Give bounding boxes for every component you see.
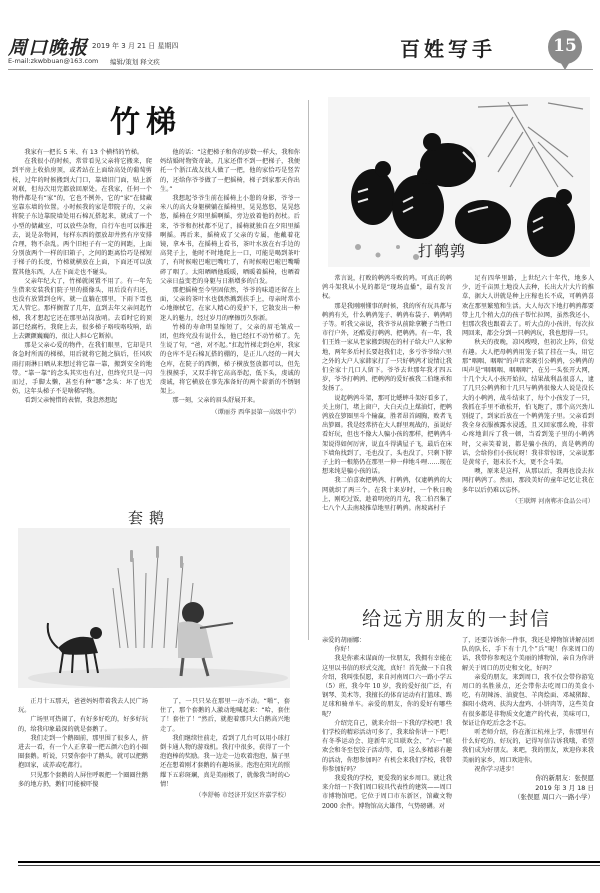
author-byline: （李舒畅 市经济开发区许嘉学校） [195, 792, 290, 800]
girl-with-cat-illustration [18, 528, 290, 688]
author-byline: （谭丽芬 西华县第一高级中学） [211, 408, 300, 416]
paragraph: 我是你素未谋面的一位朋友，我拥有幸能在这里以书信的形式交流，真好！首先做一下自我介绍，我叫张俣愿，来自河南周口六一路小学五（5）班，我今年 10 岁，我的爱好很广泛，有钢琴、美术等，我擅长的体育运动有打篮球、踢足球和骑单车。亲爱的朋友，你的爱好有哪些呢？ [322, 655, 452, 718]
paragraph: 我二伯喜欢把鹌鹑、打鹌鹑，仅逮鹌鹑的大网就织了两三个。在我十来岁时，一个秋日晚上，刚吃过饭，趁着明亮的月光，我二伯召集了七八个人去南坡推草地里打鹌鹑。南坡离村子 [322, 477, 452, 513]
paragraph: 父亲年纪大了，竹梯就闲置不用了。有一年先生借来安装我们院子里的摄像头，用后没有归还，也没有放置到仓库，就一直躺在那里，下雨下雪也无人管它。那样搁置了几年，直到去年父亲问起竹梯，我才想起它还在那里站岗放哨。去看时它的顶部已经腐朽，我爬上去，很多梯子咯吱咯吱响，站上去颤颤巍巍的，很让人担心它断掉。 [12, 277, 152, 341]
paragraph: 那一刻，父亲的眉头舒展开来。 [172, 397, 260, 405]
author-byline: （王联辉 河南郸亦食品公司） [511, 497, 594, 505]
header-divider [8, 69, 593, 70]
paragraph: 我们走到一个鹅圈前，那里围了很多人，挤进去一看，有一个人正拿着一把五颜六色的小圈圈套鹅。听说，只要你套中了鹅头，就可以把鹅抱回家，或养或吃都行。 [18, 734, 148, 770]
paragraph: 我们继续往前走，看到了几台可以用小球打倒卡通人物的游戏机。我打中很多，获得了一个泡泡棒的奖励。我一边走一边吹着泡泡，脑子里还在想着刚才套鹅的有趣场景。泡泡在阳光的照耀下五彩斑斓，真是美丽极了，就像我当时的心情！ [160, 734, 290, 788]
article-title-bamboo-ladder: 竹梯 [110, 105, 182, 140]
article-quail-col2 [462, 274, 594, 506]
illustration-caption: 打鹌鹑 [418, 242, 467, 260]
paragraph: 说起鹌鹑斗架，那可比蟋蟀斗架好看多了，关上房门，堵上窗户，大白天点上煤油灯，把鹌鹑放在箩圈里斗个输赢，胜者昂首阔胸，败者飞出箩圈。我是经常挤在大人群里观战的，虽说好看好玩，但也不像大人骗小孩的那样，把鹌鹑斗架说得如何厉害，说直斗得满屋子飞，最后在床下墙角找到了，毛也没了，头也没了，只剩下脖子上的一根筋仍在那里一伸一伸地斗哩……现在想来纯是骗小孩的话。 [322, 394, 452, 476]
paragraph: 只见那个套鹅的人屏住呼吸把一个圈圈往鹅多的地方扔，鹅们可能被吓傻 [18, 771, 148, 788]
article-title-goose-ring: 套鹅 [128, 509, 171, 527]
article-goose-ring-col2 [160, 697, 290, 800]
paragraph: 那把摇椅至今坚固依然，爷爷的味道还留在上面，父亲的茶叶水也偶然溅到扶手上，母亲时常小心地擦拭它，在家人精心的爱护下，它散发出一种迷人的魅力，经过岁月的摩擦历久弥新。 [160, 287, 300, 322]
paragraph: 我家有一把长 5 米、有 13 个横档的竹梯。 [24, 149, 144, 156]
article-goose-ring-col1 [18, 697, 148, 789]
paragraph: 在我很小的时候，常常看见父亲将它搬来，爬到平房上收拾房顶，或者站在上面给高处的葡萄剪枝，过年的时候搬到大门口，靠墙旧门面，贴上新对联，但每次用完都放回原处。在我家，任何一个物件都是有“家”的，它也不例外，它的“家”在储藏室靠东墙的位置。小时候我的家是带院子的，父亲将院子东边靠院墙处用石棉瓦搭起来，就成了一个小型的储藏室，可以放些杂物，自行车也可以推进去，说是杂物间，每样东西的摆放却井然有序安排合理，物不杂乱。两个旧柜子有一定的间距，上面分别放两个一样的旧箱子，之间的距离恰巧是梯短于梯子的长度，竹梯就横放在上面，下面还可以放置其他东西，人在下面走也不碰头。 [12, 158, 152, 276]
letter-signature: 你的新朋友：张俣愿 [535, 774, 594, 783]
author-byline: （张俣愿 周口六一路小学） [513, 793, 594, 802]
paragraph: 那是我刚刚懂事的时候，我的所有玩具都与鹌鹑有关，什么鹌鹑笼子、鹌鹑布袋子、鹌鹑哨子等。听我父亲说，我爷爷从前除拿鞭子当牲口市行户外，还酷爱打鹌鹑、把鹌鹑。有一年，我们王姓一家从老家搬到现在的村子给大户人家种地，两年多后村长要赶我们走，多亏爷爷给六里之外的大户人家韩家打了一只好鹌鹑才说情让我们全家十几口人留下。爷爷去世那年我才四五岁，爷爷打鹌鹑、把鹌鹑的爱好被我二伯继承和发扬了。 [322, 302, 452, 393]
contact-email: E-mail:zkwbbuan@163.com [8, 57, 99, 65]
article-letter-col2 [462, 636, 594, 803]
article-title-letter: 给远方朋友的一封信 [362, 608, 552, 630]
paragraph: 正月十五那天，爸爸妈妈带着我去人民广场玩。 [18, 698, 148, 715]
closing: 祝你学习进步！ [474, 765, 518, 773]
paragraph: 秋天的夜晚，凉风嗖嗖，但初次上阵，倍觉有趣。大人把母鹌鹑用笼子装了挂在一头，用它那“咽咽、咽咽”的声音来吸引公鹌鹑，公鹌鹑的叫声是“咽咽咽、咽咽咽”，在另一头张开大网，十几个大人小孩开始拉，结果战利品很喜人，逮了几只公鹌鹑和十几只与鹌鹑很像大人说是没长大的小鹌鹑，战斗结束了，每个小孩发了一只，我抓在手里不敢松开，怕飞跑了，那个高兴劲儿别提了，到家后放在一个鹌鹑笼子里。父亲看到我全身衣服被露水浸透，且又回家那么晚，非常心疼地训斥了我一顿，当看到笼子里的小鹌鹑时，父亲笑着说，都是骗小孩的，真是鹌鹑的话，会给你们小孩玩呀！我非常惊讶，父亲说那是黄莺子，翅末长不大，更不会斗架。 [462, 339, 594, 467]
footer-rule-thin [18, 865, 600, 866]
column-divider [308, 100, 309, 640]
paragraph: 广场里可热闹了，有好多好吃的，好多好玩的，给我印象最深的就是套鹅了。 [18, 716, 148, 733]
paragraph: 听老师介绍，你在浙江杭州上学，你那里有什么好吃的、好玩的，记得写信告诉我哦，希望我们成为好朋友。来吧，我的朋友，欢迎你来我美丽的家乡，周口欢迎你。 [462, 729, 594, 764]
paragraph: 竹梯的寿命明显缩短了，父亲的眉毛皱成一团，但终究没有说什么，他已经扛不动竹梯了。先生说了句，“爸，对不起。”扛起竹梯走到仓库，我家的仓库不是石棉瓦搭的棚的，是正儿八经的一间大仓库，在院子的西侧，梯子横放竖放都可以，但先生摸摸手，又双手将它高高举起，低下头，虔诚的虔诚，将它横放在事先准备好的两个崭新的不锈钢架上。 [160, 323, 300, 396]
paragraph: 了，一只只呆在那里一动不动。“啪”，套住了，那个套鹅的人激动地喊起来：“哈，套住了！套住了！”然后，就抱着那只大白鹅高兴地走了。 [160, 698, 290, 733]
paragraph: 我爱我的学校，更爱我的家乡周口。就让我来介绍一下我们周口较具代表性的建筑——周口市博物馆吧。它位于周口市东新区，馆藏文物 2000 余件。博物馆高大雄伟，气势磅礴。对 [322, 775, 452, 810]
salutation: 亲爱的胡丽娜： [322, 637, 366, 644]
article-quail-col1 [322, 274, 452, 513]
newspaper-logo: 周口晚报 [8, 37, 89, 59]
paragraph: 足有四华里路，上世纪六十年代，地多人少，近千亩黑土地没人去种，长出大片大片的推草，据大人讲就是种上庄稼也长不成，可鹌鹑喜欢在那里繁殖和生活。大人每次下地打鹌鹑都要带上几个稍大点的孩子帮忙拉网，虽然我还小，但那次我也跟着去了。听大点的小孩讲，每次拉网回来，都会分到一只鹌鹑玩，我也想得一只。 [462, 275, 594, 338]
paragraph: 我想起爷爷生前在摇椅上小憩的身影，爷爷一米八的高大身躯横躺在摇椅里，晃晃悠悠，晃晃悠悠，摇椅在夕阳里摇啊摇，旁边放着他的拐杖。后来，爷爷和拐杖都不见了，摇椅就独自在夕阳里摇啊摇。再后来，摇椅成了父亲的专属，他戴着花镜，拿本书，在摇椅上看书，茶叶水放在右手边的高凳子上，他时不时地爬上一口，可能是喝到茶叶了，有时候啦巴啦巴嘴吐了，有时候啦巴啦巴嘴嚼碎了咽了。太阳晒晒他暖暖，晒暖着摇椅，也晒着父亲日益变老的身躯与日渐增多的白发。 [160, 195, 300, 285]
issue-date: 2019 年 3 月 21 日 星期四 [92, 42, 179, 50]
illustration-drawing [18, 528, 290, 688]
letter-date: 2019 年 3 月 18 日 [535, 783, 594, 792]
section-title: 百姓写手 [400, 37, 496, 61]
editor-credit: 编辑/策划 释文疾 [110, 58, 160, 66]
paragraph: 看到父亲惋惜的表情，我忽然想起 [24, 397, 118, 405]
article-bamboo-ladder-col2 [160, 148, 300, 488]
article-bamboo-ladder-col1 [12, 148, 152, 488]
paragraph: 那是父亲心爱的物件，在我们眼里，它却是只备急时所需的梯梯，用后就将它抛之脑后，任风吹雨打雨淋日晒从来想过将它靠一靠，搬到安全的地带。“靠一靠”的念头其实也有过，但终究只是一闪而过，手脚太懒，甚至有种“哪”念头：坏了也无妨，这年头梯子不是啥稀罕物。 [12, 342, 152, 396]
paragraph: 了，还要告诉你一件事，我还是博物馆讲解员团队的队长，手下有十几个“兵”呢！你来周口的话，我带你参观这个美丽的博物馆，亲自为你讲解关于周口的历史和文化，好吗？ [462, 637, 594, 672]
paragraph: 常言说，打败的鹌鹑斗败的鸡。可真正的鹌鹑斗架我从小见的都是“现场直播”，最有发言权。 [322, 275, 452, 301]
page-number-badge: 15 [548, 30, 582, 64]
paragraph: 他的话：“这把梯子和你的岁数一样大，我和你妈结婚时物资奇缺，几家还借不到一把梯子，我便托一个浙江战友找人做了一把，他的家恰巧是竖苦的，还给你爷爷做了一把摇椅，梯子到家那天你出生。” [160, 149, 300, 193]
article-letter-col1 [322, 636, 452, 811]
paragraph: 噢，原来是这样，从那以后，我再也没去拉网打鹌鹑了。然而，那段美好的童年记忆让我在多年以后仍难以忘怀。 [462, 468, 594, 494]
paragraph: 亲爱的朋友，来到周口，我不仅会带你游览周口的名胜景点，还会带你去吃周口的美食小吃，有胡辣汤、油旋包、羊肉烩面、邓城猪蹄、淮阳小烧鸡、扶沟大盘鸡、小饼肉等，这些美食有很多都是非物质文化遗产的代表，美味可口，保证让你吃后念念不忘。 [462, 673, 594, 727]
paragraph: 介绍完自己，就来介绍一下我的学校吧！我们学校的精彩活动可多了，我来给你讲一下吧！有冬季运动会、迎新年元旦联欢会、“六一”联欢会和冬至包饺子活动等，看，这么多精彩有趣的活动，你想参加吗？有机会来我们学校，我带你参加好吗？ [322, 719, 452, 773]
footer-rule [18, 861, 600, 863]
paragraph: 你好！ [334, 646, 353, 654]
